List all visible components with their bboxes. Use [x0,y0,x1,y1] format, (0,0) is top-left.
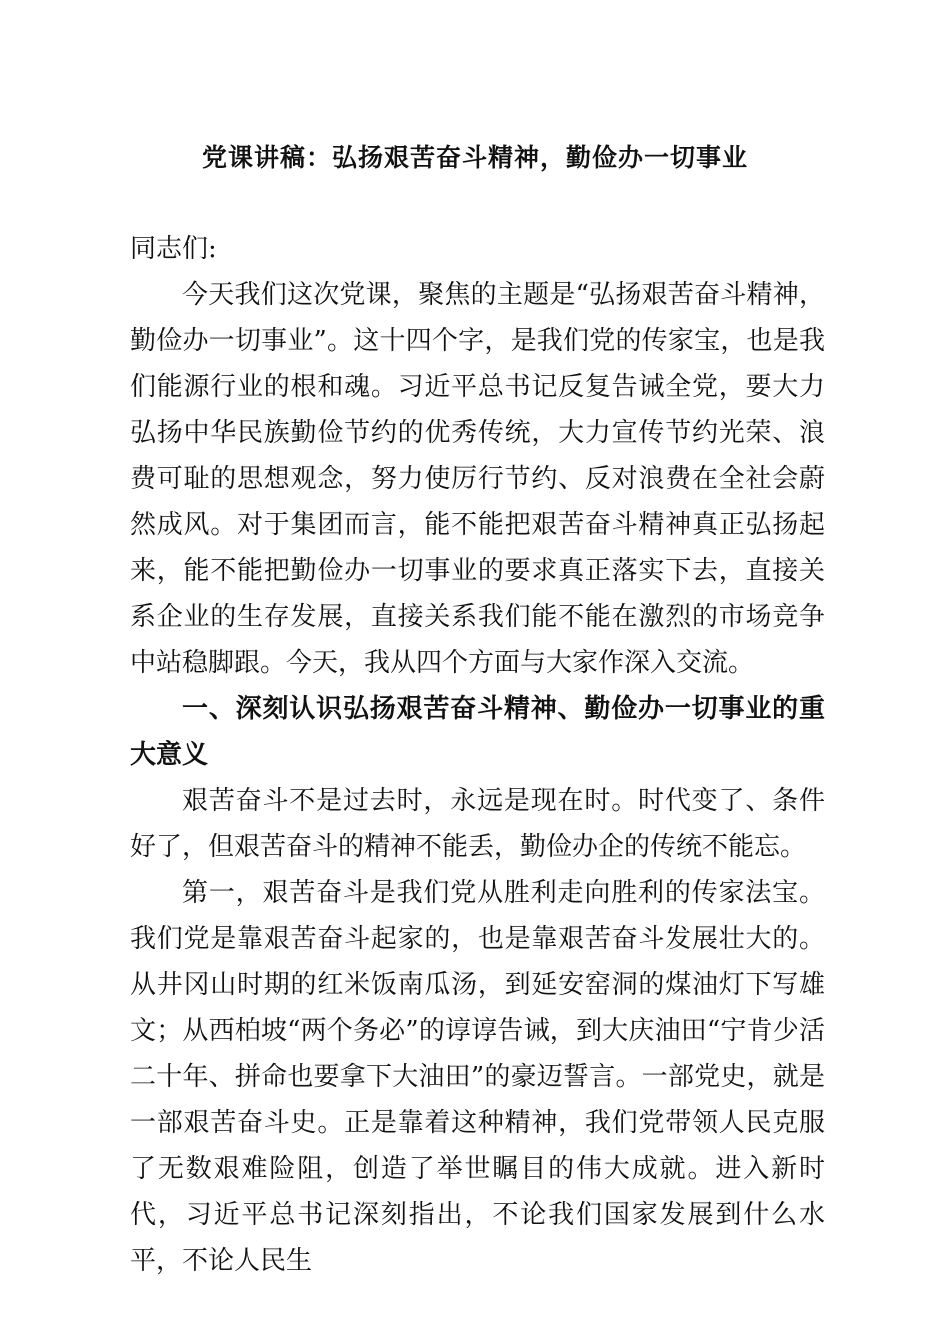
paragraph-section-lead: 艰苦奋斗不是过去时，永远是现在时。时代变了、条件好了，但艰苦奋斗的精神不能丢，勤俭办企的传统不能忘。 [130,786,825,862]
section-heading: 一、深刻认识弘扬艰苦奋斗精神、勤俭办一切事业的重大意义 [130,694,825,770]
paragraph-intro: 今天我们这次党课，聚焦的主题是“弘扬艰苦奋斗精神，勤俭办一切事业”。这十四个字，是我们党的传家宝，也是我们能源行业的根和魂。习近平总书记反复告诫全党，要大力弘扬中华民族勤俭节约的优秀传统，大力宣传节约光荣、浪费可耻的思想观念，努力使厉行节约、反对浪费在全社会蔚然成风。对于集团而言，能不能把艰苦奋斗精神真正弘扬起来，能不能把勤俭办一切事业的要求真正落实下去，直接关系企业的生存发展，直接关系我们能不能在激烈的市场竞争中站稳脚跟。今天，我从四个方面与大家作深入交流。 [130,280,825,678]
paragraph-point-one: 第一，艰苦奋斗是我们党从胜利走向胜利的传家法宝。我们党是靠艰苦奋斗起家的，也是靠艰苦奋斗发展壮大的。从井冈山时期的红米饭南瓜汤，到延安窑洞的煤油灯下写雄文；从西柏坡“两个务必”的谆谆告诫，到大庆油田“宁肯少活二十年、拼命也要拿下大油田”的豪迈誓言。一部党史，就是一部艰苦奋斗史。正是靠着这种精神，我们党带领人民克服了无数艰难险阻，创造了举世瞩目的伟大成就。进入新时代，习近平总书记深刻指出，不论我们国家发展到什么水平，不论人民生 [130,878,825,1276]
salutation: 同志们: [130,234,217,264]
document-title: 党课讲稿：弘扬艰苦奋斗精神，勤俭办一切事业 [201,143,748,172]
document-body [130,226,825,1284]
